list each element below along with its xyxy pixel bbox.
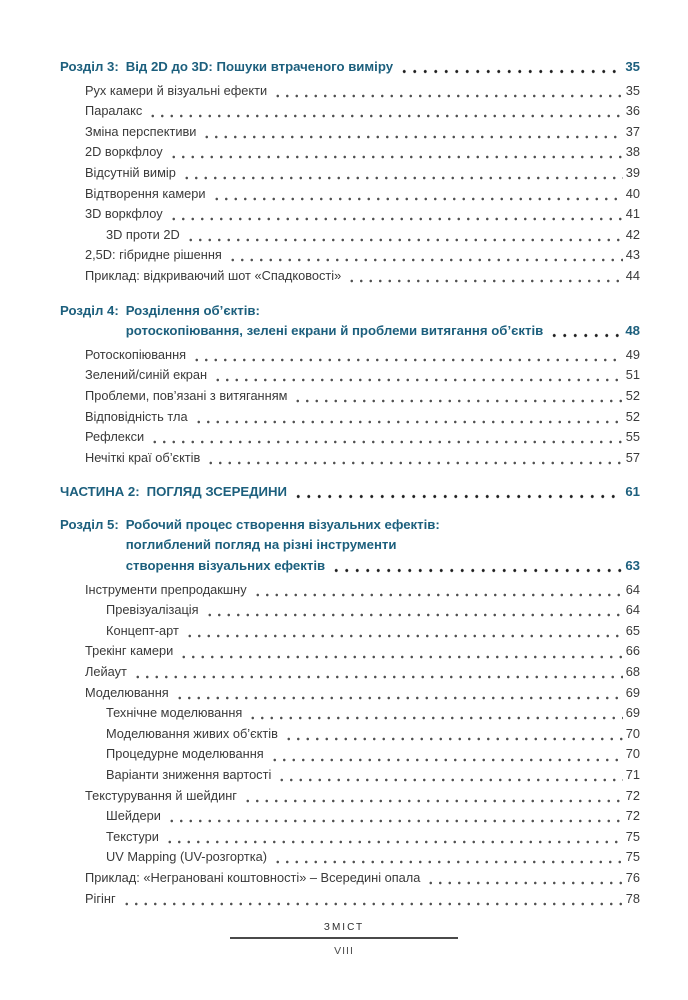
chapter-page-number: 63 [625,558,640,574]
toc-entry-text: Моделювання живих об’єктів [106,725,278,741]
toc-entry-page: 72 [625,808,640,824]
toc-entry-page: 65 [625,622,640,638]
toc-entry-page: 70 [625,746,640,762]
dot-leader [253,580,623,601]
toc-entry [60,827,640,848]
dot-leader [284,724,623,745]
dot-leader [293,386,622,407]
chapter-page-number: 48 [625,323,640,339]
toc-entry-text: Відсутній вимір [85,164,176,180]
toc-entry-text: Ротоскопіювання [85,346,187,362]
toc-entry-text: Шейдери [106,808,161,824]
chapter-title-text: Робочий процес створення візуальних ефектів: [125,516,440,532]
dot-leader [273,847,623,868]
toc-entry-text: Текстури [106,828,159,844]
toc-entry [60,724,640,745]
toc-entry-page: 71 [625,767,640,782]
toc-entry [60,142,640,163]
toc-entry-page: 75 [625,849,640,865]
part-heading [60,482,640,503]
toc-entry [60,621,640,642]
toc-entry-page: 57 [625,449,640,465]
toc-entry [60,868,640,889]
dot-leader [192,345,623,366]
toc-section-chapter [60,57,640,287]
dot-leader [347,266,623,287]
toc-entry [60,266,640,287]
dot-leader [122,889,623,910]
chapter-label: Розділ 3: [60,59,119,74]
toc-entry [60,662,640,683]
dot-leader [206,448,622,469]
dot-leader [175,683,623,704]
toc-entry [60,386,640,407]
toc-entry-page: 55 [625,429,640,445]
dot-leader [150,427,623,448]
toc-section-part [60,482,640,503]
toc-entry [60,641,640,662]
dot-leader [248,703,622,724]
dot-leader [228,245,623,266]
chapter-title [126,57,640,78]
toc-entry [60,600,640,621]
chapter-title-line [126,556,640,577]
toc-entry-page: 78 [625,890,640,906]
dot-leader [426,868,622,889]
chapter-title-line [126,515,640,536]
toc-entry-text: Моделювання [85,684,169,700]
toc-entry-page: 75 [625,828,640,844]
chapter-title-line [126,301,640,322]
toc-section-chapter [60,301,640,469]
toc-entry-text: Відтворення камери [85,185,206,201]
footer-label: ЗМІСТ [323,922,365,933]
toc-entry-page: 69 [625,684,640,700]
dot-leader [169,204,623,225]
toc-entry-page: 52 [625,387,640,403]
toc-entry [60,163,640,184]
chapter-title-line [126,57,640,78]
toc-entry-text: Рігінг [85,890,116,906]
toc-entry-page: 66 [625,643,640,659]
dot-leader [549,321,622,342]
toc-entry [60,101,640,122]
toc-entry [60,703,640,724]
toc-entry-text: 3D воркфлоу [85,206,163,222]
toc-section-chapter [60,515,640,909]
toc-entry-text: Превізуалізація [106,602,199,618]
toc-entry-text: Рух камери й візуальні ефекти [85,82,268,98]
toc-entry-page: 39 [625,164,640,180]
toc-entry-text: Варіанти зниження вартості [106,767,272,782]
dot-leader [165,827,623,848]
toc-entry-text: Текстурування й шейдинг [85,787,237,803]
toc-entry-page: 44 [625,267,640,283]
toc-entry-page: 41 [625,206,640,222]
chapter-title [126,301,640,342]
dot-leader [148,101,622,122]
toc-entry-page: 76 [625,869,640,885]
dot-leader [331,556,622,577]
page-footer [0,922,688,957]
toc-entry-page: 64 [625,581,640,597]
toc-entry [60,427,640,448]
chapter-page-number: 61 [625,484,640,500]
chapter-title-text: Розділення об’єктів: [125,302,260,318]
toc-entry-text: Лейаут [85,664,127,680]
toc-entry-page: 70 [625,725,640,741]
toc-entry-text: Зелений/синій екран [85,367,208,383]
toc-entry-page: 38 [625,144,640,160]
footer-divider [230,937,458,939]
dot-leader [293,482,622,503]
toc-entry-page: 64 [625,602,640,618]
dot-leader [179,641,623,662]
footer-page-number: VIII [334,944,354,957]
toc-list [60,57,640,909]
toc-entry-text: Відповідність тла [85,408,188,424]
dot-leader [273,81,623,102]
chapter-heading [60,57,640,78]
chapter-label: Розділ 5: [60,516,119,532]
toc-entry-text: Паралакс [85,103,143,119]
toc-entry-page: 68 [625,664,640,680]
dot-leader [182,163,623,184]
toc-entry-page: 42 [625,226,640,242]
chapter-heading [60,515,640,577]
toc-entry [60,184,640,205]
toc-entry [60,889,640,910]
toc-entry-text: 2D воркфлоу [85,144,163,160]
chapter-title-text: поглиблений погляд на різні інструменти [125,537,397,553]
chapter-title-text: ротоскопіювання, зелені екрани й проблеми витягання об’єктів [125,323,544,339]
toc-entry-page: 37 [625,123,640,139]
chapter-title-line [126,321,640,342]
chapter-title-line [147,482,640,503]
chapter-label: ЧАСТИНА 2: [60,484,140,500]
toc-entry-page: 69 [625,705,640,721]
toc-entry [60,122,640,143]
toc-entry-text: 3D проти 2D [106,226,180,242]
chapter-title-text: Від 2D до 3D: Пошуки втраченого виміру [125,59,394,74]
toc-entry-text: Приклад: «Неграновані коштовності» – Всередині опала [85,869,421,885]
chapter-title-text: створення візуальних ефектів [125,558,326,574]
dot-leader [212,184,623,205]
toc-entry-page: 40 [625,185,640,201]
toc-entry-text: Інструменти препродакшну [85,581,247,597]
toc-entry-text: Трекінг камери [85,643,174,659]
toc-entry-text: Технічне моделювання [106,705,243,721]
toc-entry-text: Нечіткі краї об’єктів [85,449,201,465]
toc-entry-page: 51 [625,367,640,383]
toc-entry-page: 43 [625,247,640,263]
toc-entry [60,204,640,225]
dot-leader [167,806,623,827]
toc-entry-text: Концепт-арт [106,622,179,638]
toc-entry-page: 49 [625,346,640,362]
dot-leader [243,786,623,807]
chapter-title [147,482,640,503]
toc-entry-page: 52 [625,408,640,424]
toc-entry [60,580,640,601]
toc-entry [60,365,640,386]
dot-leader [277,765,622,786]
toc-entry-page: 72 [625,787,640,803]
toc-entry [60,765,640,786]
dot-leader [213,365,623,386]
toc-entry-text: Приклад: відкриваючий шот «Спадковості» [85,267,342,283]
toc-entry [60,683,640,704]
chapter-label: Розділ 4: [60,302,119,318]
toc-entry-text: Зміна перспективи [85,123,197,139]
chapter-title-text: ПОГЛЯД ЗСЕРЕДИНИ [146,484,288,500]
toc-entry [60,245,640,266]
dot-leader [202,122,622,143]
toc-entry-page: 35 [625,82,640,98]
toc-entry [60,806,640,827]
chapter-title [126,515,640,577]
toc-entry [60,847,640,868]
chapter-title-line [126,535,640,556]
toc-entry [60,744,640,765]
toc-entry-page: 36 [625,103,640,119]
dot-leader [185,621,623,642]
toc-entry [60,448,640,469]
dot-leader [133,662,623,683]
dot-leader [186,225,623,246]
toc-entry [60,407,640,428]
dot-leader [194,407,623,428]
toc-entry [60,225,640,246]
toc-entry-text: 2,5D: гібридне рішення [85,247,222,263]
dot-leader [169,142,623,163]
dot-leader [270,744,623,765]
toc-entry [60,345,640,366]
toc-entry-text: UV Mapping (UV-розгортка) [106,849,267,865]
dot-leader [399,57,622,78]
chapter-page-number: 35 [625,59,640,74]
toc-entry [60,786,640,807]
dot-leader [205,600,623,621]
toc-entry-text: Проблеми, пов’язані з витяганням [85,387,288,403]
toc-entry [60,81,640,102]
toc-entry-text: Рефлекси [85,429,145,445]
toc-entry-text: Процедурне моделювання [106,746,264,762]
chapter-heading [60,301,640,342]
